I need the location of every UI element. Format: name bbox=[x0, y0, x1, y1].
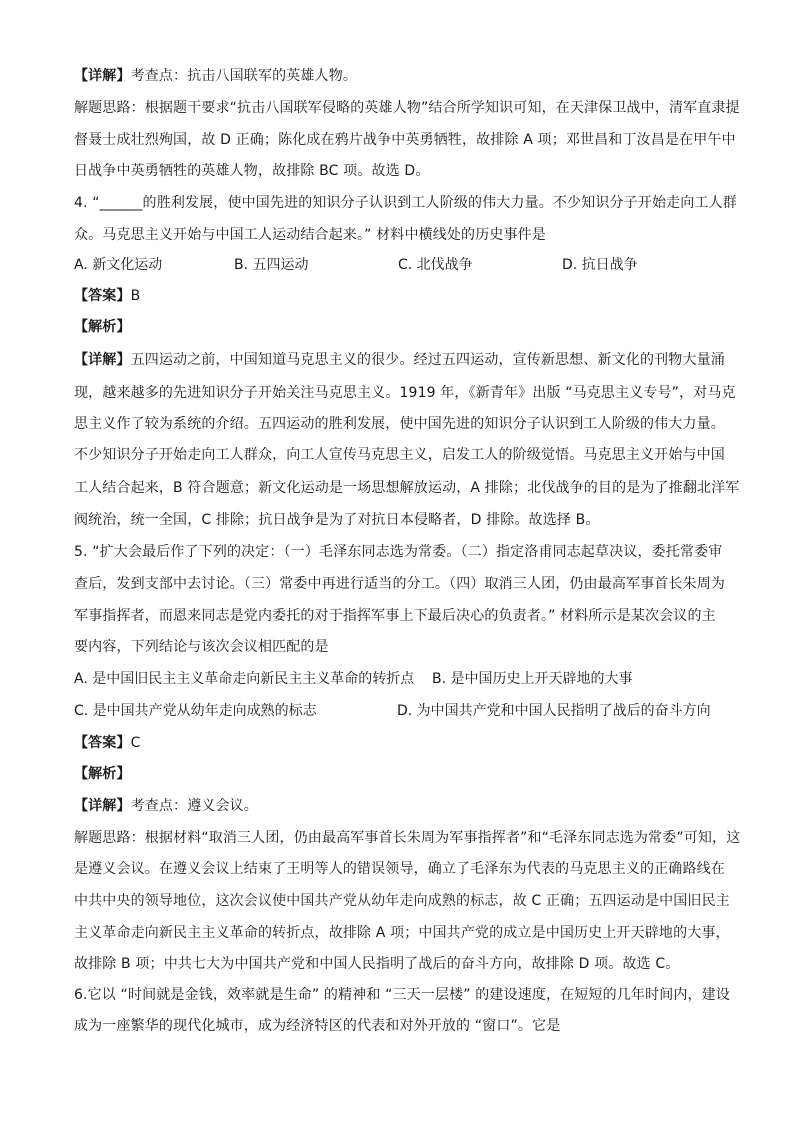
q5-analysis-label: 【解析】 bbox=[74, 766, 131, 782]
q5-stem-line: 军事指挥者，而恩来同志是党内委托的对于指挥军事上下最后决心的负责者。” 材料所示是某次会议的主 bbox=[74, 608, 716, 624]
q5-analysis-line: 解题思路：根据材料“取消三人团，仍由最高军事首长朱周为军事指挥者”和“毛泽东同志选为常委”可知，这 bbox=[74, 830, 741, 846]
q5-option-d: D. 为中国共产党和中国人民指明了战后的奋斗方向 bbox=[397, 703, 711, 719]
analysis-line: 督聂士成壮烈殉国，故 D 正确；陈化成在鸦片战争中英勇牺牲，故排除 A 项；邓世昌和丁汝昌是在甲午中 bbox=[74, 132, 736, 148]
q4-detail-line: 不少知识分子开始走向工人群众，向工人宣传马克思主义，启发工人的阶级觉悟。马克思主义开始与中国 bbox=[74, 447, 725, 463]
q5-answer: 【答案】C bbox=[74, 735, 141, 751]
q6-stem-line: 成为一座繁华的现代化城市，成为经济特区的代表和对外开放的 “窗口”。它是 bbox=[74, 1018, 561, 1034]
q4-stem-line: 4. “______的胜利发展，使中国先进的知识分子认识到工人阶级的伟大力量。不少知识分子开始走向工人群 bbox=[74, 195, 737, 211]
q4-analysis-label: 【解析】 bbox=[74, 319, 131, 335]
q5-detail-line: 【详解】考查点：遵义会议。 bbox=[74, 798, 258, 814]
q6-stem-line: 6.它以 “时间就是金钱，效率就是生命” 的精神和 “三天一层楼” 的建设速度，在短短的几年时间内，建设 bbox=[74, 987, 730, 1003]
q5-option-c: C. 是中国共产党从幼年走向成熟的标志 bbox=[74, 703, 317, 719]
q4-detail-line: 阀统治，统一全国，C 排除；抗日战争是为了对抗日本侵略者，D 排除。故选择 B。 bbox=[74, 512, 600, 528]
q5-analysis-line: 是遵义会议。在遵义会议上结束了王明等人的错误领导，确立了毛泽东为代表的马克思主义的正确路线在 bbox=[74, 861, 725, 877]
q4-option-c: C. 北伐战争 bbox=[398, 257, 473, 273]
detail-line-q3: 【详解】考查点：抗击八国联军的英雄人物。 bbox=[74, 68, 358, 84]
q5-analysis-line: 主义革命走向新民主主义革命的转折点，故排除 A 项；中国共产党的成立是中国历史上开天辟地的大事， bbox=[74, 925, 730, 941]
q5-analysis-line: 中共中央的领导地位，这次会议使中国共产党从幼年走向成熟的标志，故 C 正确；五四运动是中国旧民主 bbox=[74, 893, 730, 909]
q4-option-d: D. 抗日战争 bbox=[562, 257, 638, 273]
analysis-line: 日战争中英勇牺牲的英雄人物，故排除 BC 项。故选 D。 bbox=[74, 163, 430, 179]
q4-answer: 【答案】B bbox=[74, 288, 141, 304]
q4-option-a: A. 新文化运动 bbox=[74, 257, 163, 273]
q5-stem-line: 查后，发到支部中去讨论。（三）常委中再进行适当的分工。（四）取消三人团，仍由最高军事首长朱周为 bbox=[74, 576, 726, 592]
analysis-line: 解题思路：根据题干要求“抗击八国联军侵略的英雄人物”结合所学知识可知，在天津保卫战中，清军直隶提 bbox=[74, 100, 740, 116]
q5-analysis-line: 故排除 B 项；中共七大为中国共产党和中国人民指明了战后的奋斗方向，故排除 D 项。故选 C。 bbox=[74, 956, 680, 972]
q5-stem-line: 要内容，下列结论与该次会议相匹配的是 bbox=[74, 639, 329, 655]
q4-detail-line: 【详解】五四运动之前，中国知道马克思主义的很少。经过五四运动，宣传新思想、新文化的刊物大量涌 bbox=[74, 352, 725, 368]
q4-option-b: B. 五四运动 bbox=[234, 257, 309, 273]
q5-option-b: B. 是中国历史上开天辟地的大事 bbox=[432, 671, 633, 687]
q4-stem-line: 众。马克思主义开始与中国工人运动结合起来。” 材料中横线处的历史事件是 bbox=[74, 227, 546, 243]
q4-detail-line: 工人结合起来，B 符合题意；新文化运动是一场思想解放运动，A 排除；北伐战争的目的是为了推翻北洋军 bbox=[74, 480, 740, 496]
q4-detail-line: 思主义作了较为系统的介绍。五四运动的胜利发展，使中国先进的知识分子认识到工人阶级的伟大力量。 bbox=[74, 416, 725, 432]
q5-option-a: A. 是中国旧民主主义革命走向新民主主义革命的转折点 bbox=[74, 671, 415, 687]
q5-stem-line: 5. “扩大会最后作了下列的决定：（一）毛泽东同志选为常委。（二）指定洛甫同志起草决议，委托常委审 bbox=[74, 544, 723, 560]
q4-detail-line: 现，越来越多的先进知识分子开始关注马克思主义。1919 年，《新青年》出版 “马克思主义专号”，对马克 bbox=[74, 385, 736, 401]
